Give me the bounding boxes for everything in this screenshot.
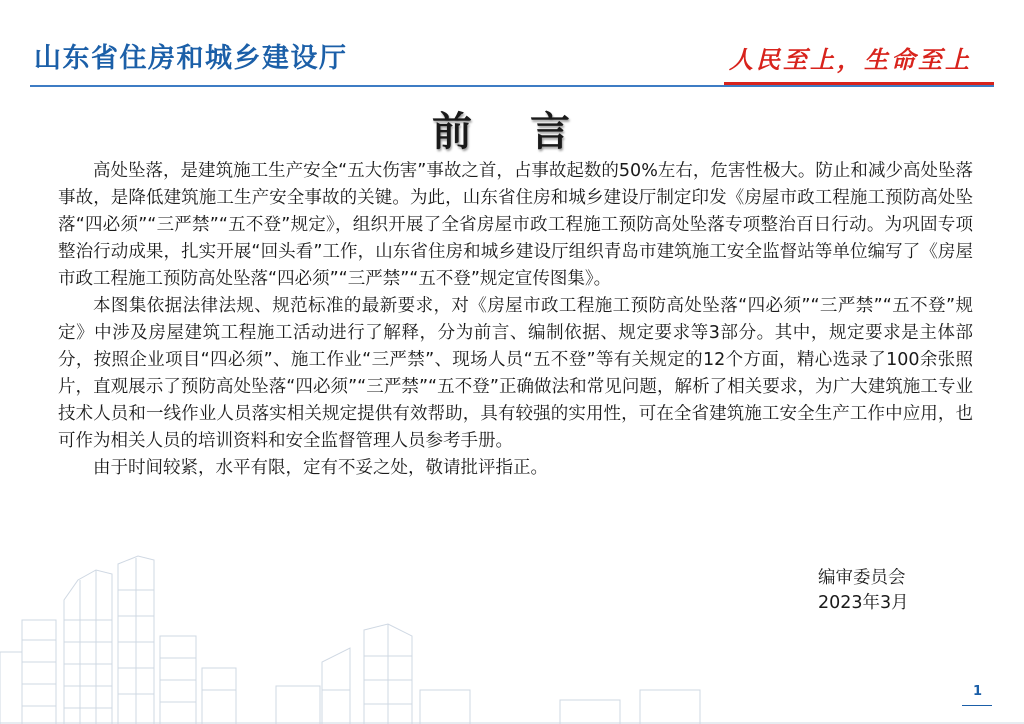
paragraph-2: 本图集依据法律法规、规范标准的最新要求，对《房屋市政工程施工预防高处坠落“四必须”“三严禁”“五不登”规定》中涉及房屋建筑工程施工活动进行了解释，分为前言、编制依据、规定要求等3部分。其中，规定要求是主体部分，按照企业项目“四必须”、施工作业“三严禁”、现场人员“五不登”等有关规定的12个方面，精心选录了100余张照片，直观展示了预防高处坠落“四必须”“三严禁”“五不登”正确做法和常见问题，解析了相关要求，为广大建筑施工专业技术人员和一线作业人员落实相关规定提供有效帮助，具有较强的实用性，可在全省建筑施工安全生产工作中应用，也可作为相关人员的培训资料和安全监督管理人员参考手册。 xyxy=(58,296,973,451)
paragraph-1: 高处坠落，是建筑施工生产安全“五大伤害”事故之首，占事故起数的50%左右，危害性极大。防止和减少高处坠落事故，是降低建筑施工生产安全事故的关键。为此，山东省住房和城乡建设厅制定印发《房屋市政工程施工预防高处坠落“四必须”“三严禁”“五不登”规定》，组织开展了全省房屋市政工程施工预防高处坠落专项整治百日行动。为巩固专项整治行动成果，扎实开展“回头看”工作，山东省住房和城乡建设厅组织青岛市建筑施工安全监督站等单位编写了《房屋市政工程施工预防高处坠落“四必须”“三严禁”“五不登”规定宣传图集》。 xyxy=(58,161,973,289)
signature-org: 编审委员会 xyxy=(818,568,906,588)
header-title: 山东省住房和城乡建设厅 xyxy=(34,43,348,74)
signature-block xyxy=(818,566,909,616)
header-rule-blue xyxy=(30,85,994,87)
page-number: 1 xyxy=(973,684,983,699)
slogan: 人民至上，生命至上 xyxy=(729,45,972,74)
paragraph-3: 由于时间较紧，水平有限，定有不妥之处，敬请批评指正。 xyxy=(93,458,548,478)
page-heading: 前 言 xyxy=(432,109,592,155)
page-number-rule xyxy=(962,705,992,706)
preface-body xyxy=(58,158,973,482)
signature-date: 2023年3月 xyxy=(818,593,909,613)
